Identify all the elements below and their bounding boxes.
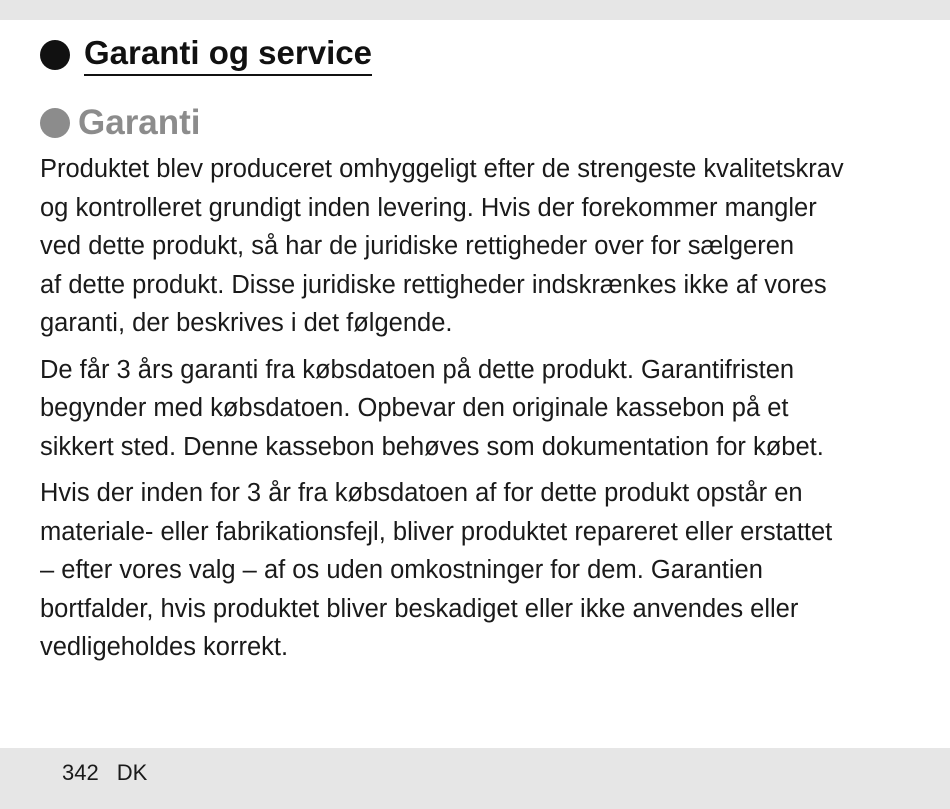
text-line: ved dette produkt, så har de juridiske rettigheder over for sælgeren (40, 232, 795, 260)
text-line: og kontrolleret grundigt inden levering. Hvis der forekommer mangler (40, 193, 817, 222)
subsection-title: Garanti (78, 103, 201, 142)
page-number: 342 (62, 760, 99, 785)
text-line: af dette produkt. Disse juridiske rettigheder indskrænkes ikke af vores (40, 270, 827, 299)
body-text (40, 150, 910, 675)
paragraph (40, 474, 910, 667)
subsection-heading (40, 104, 201, 143)
text-line: garanti, der beskrives i det følgende. (40, 309, 453, 337)
bullet-icon (40, 40, 70, 70)
top-band (0, 0, 950, 20)
paragraph (40, 150, 910, 343)
text-line: Hvis der inden for 3 år fra købsdatoen af for dette produkt opstår en (40, 479, 803, 507)
bullet-icon (40, 108, 70, 138)
text-line: materiale- eller fabrikationsfejl, bliver produktet repareret eller erstattet (40, 517, 833, 546)
page-footer (62, 760, 147, 786)
section-heading (40, 34, 372, 76)
section-title: Garanti og service (84, 34, 372, 76)
text-line: bortfalder, hvis produktet bliver beskadiget eller ikke anvendes eller (40, 594, 799, 623)
text-line: begynder med købsdatoen. Opbevar den originale kassebon på et (40, 394, 789, 422)
paragraph (40, 351, 910, 467)
text-line: De får 3 års garanti fra købsdatoen på dette produkt. Garantifristen (40, 355, 795, 384)
text-line: Produktet blev produceret omhyggeligt efter de strengeste kvalitetskrav (40, 155, 844, 183)
text-line: vedligeholdes korrekt. (40, 633, 289, 661)
text-line: sikkert sted. Denne kassebon behøves som dokumentation for købet. (40, 432, 824, 461)
text-line: – efter vores valg – af os uden omkostninger for dem. Garantien (40, 556, 763, 584)
language-code: DK (116, 760, 148, 785)
